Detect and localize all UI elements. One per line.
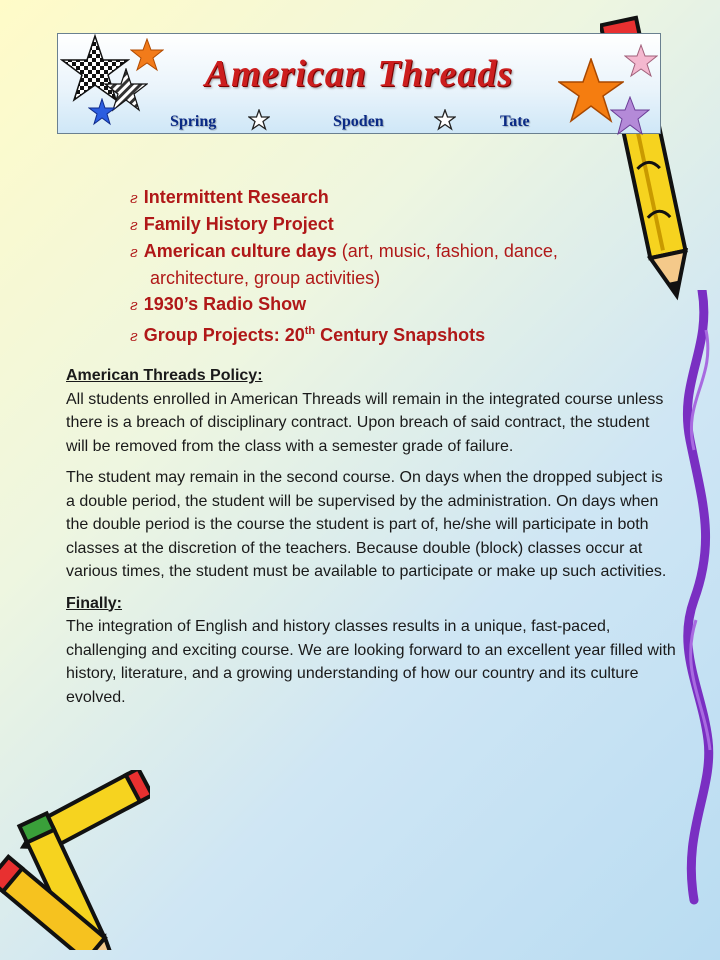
page-title: American Threads bbox=[204, 53, 514, 95]
bullet-marker: ƨ bbox=[130, 216, 138, 234]
list-item: ƨ Family History Project bbox=[130, 214, 334, 234]
bullet-marker: ƨ bbox=[130, 189, 138, 207]
list-item: ƨ Group Projects: 20th Century Snapshots bbox=[130, 325, 486, 345]
purple-squiggle-icon bbox=[672, 290, 720, 910]
blue-star-icon bbox=[88, 98, 116, 126]
teacher-name-3: Tate bbox=[500, 113, 530, 130]
star-outline-icon bbox=[434, 109, 456, 131]
activities-list bbox=[130, 184, 558, 349]
policy-paragraph-2: The student may remain in the second course. On days when the dropped subject is a double period, the student will be supervised by the administration. On days when the double period is the course the student is part of, he/she will participate in both classes at the discretion of the teachers. Because double (block) classes occur at various times, the student must be available to participate or make up such activities. bbox=[66, 469, 667, 580]
purple-star-icon bbox=[610, 96, 650, 136]
teacher-name-2: Spoden bbox=[333, 113, 384, 130]
list-item-continuation: architecture, group activities) bbox=[150, 268, 381, 288]
list-item: ƨ 1930’s Radio Show bbox=[130, 294, 307, 314]
bullet-marker: ƨ bbox=[130, 296, 138, 314]
finally-heading: Finally: bbox=[66, 594, 123, 612]
policy-paragraph-1: American Threads Policy: All students enrolled in American Threads will remain in the integrated course unless there is a breach of disciplinary contract. Upon breach of said contract, the student will be removed from the class with a semester grade of failure. bbox=[66, 367, 664, 455]
finally-paragraph: Finally: The integration of English and history classes results in a unique, fast-paced, challenging and exciting course. We are looking forward to an excellent year filled with history, literature, and a growing understanding of how our country and its culture evolved. bbox=[66, 594, 676, 706]
list-item: ƨ American culture days (art, music, fashion, dance, bbox=[130, 241, 558, 261]
bullet-marker: ƨ bbox=[130, 243, 138, 261]
policy-section bbox=[66, 364, 676, 717]
policy-heading: American Threads Policy: bbox=[66, 367, 263, 384]
bullet-marker: ƨ bbox=[130, 327, 138, 345]
pencils-clipart-icon bbox=[0, 770, 150, 950]
star-outline-icon bbox=[248, 109, 270, 131]
teacher-name-1: Spring bbox=[170, 113, 217, 130]
title-banner bbox=[57, 33, 661, 134]
list-item: ƨ Intermittent Research bbox=[130, 187, 329, 207]
